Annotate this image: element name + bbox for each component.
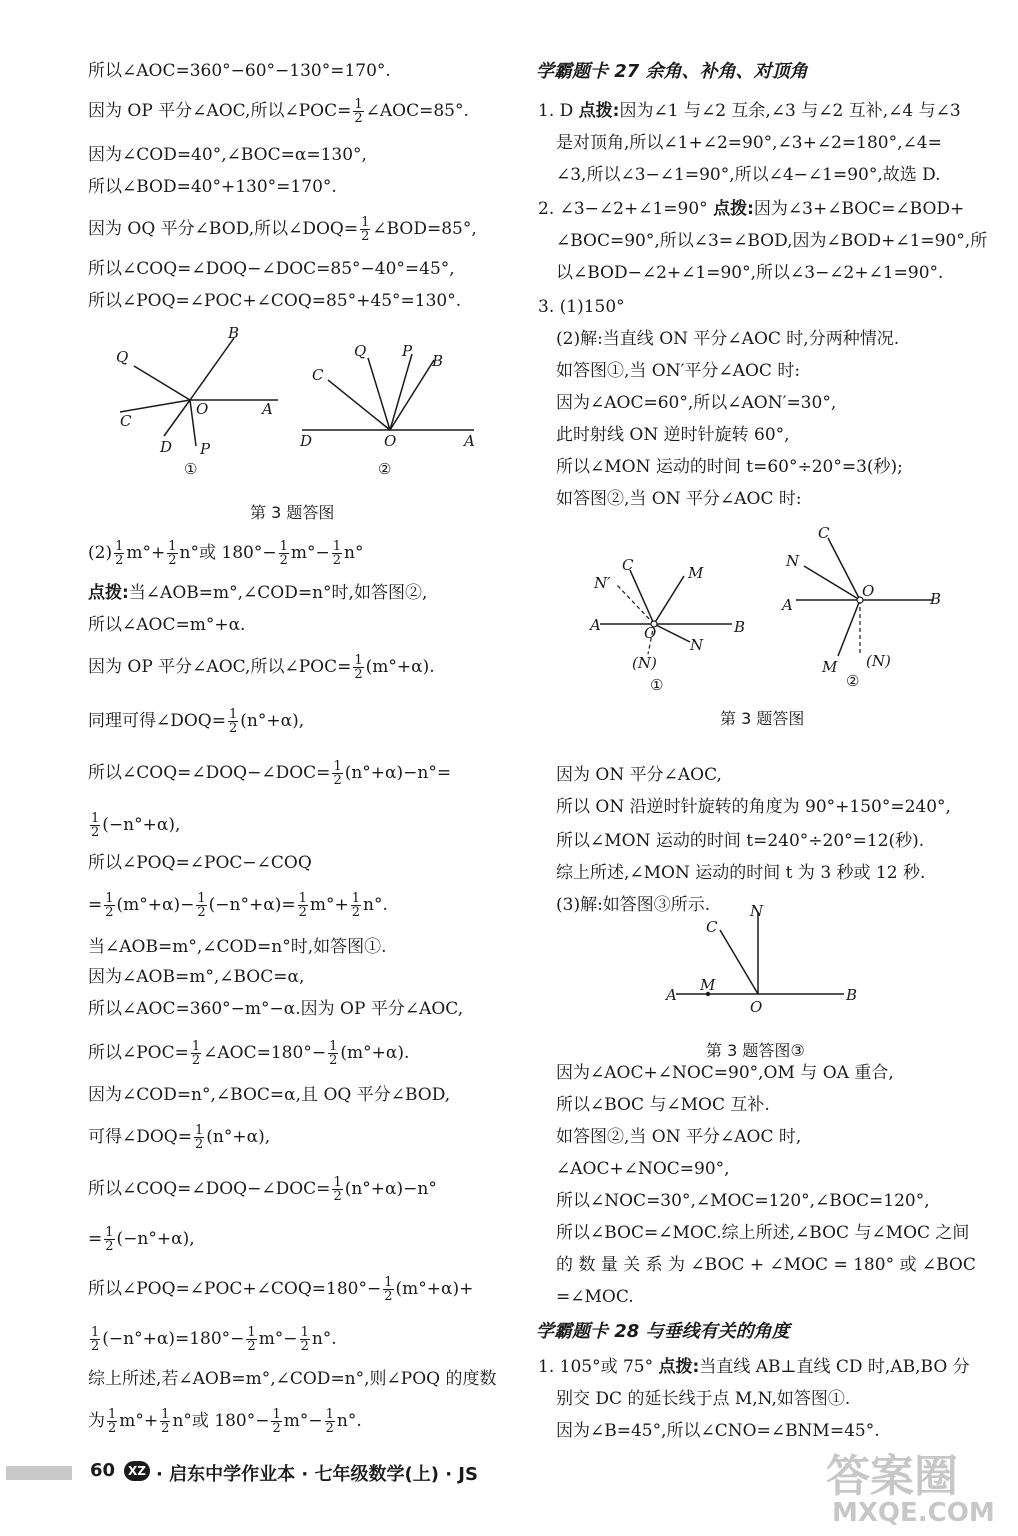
svg-text:C: C (706, 918, 718, 936)
text-line: 因为 OP 平分∠AOC,所以∠POC= $\frac{1}{2}$ (m°+α). (88, 653, 435, 682)
svg-text:C: C (120, 412, 132, 430)
fraction: $\frac{1}{2}$ (333, 1175, 342, 1204)
fraction: $\frac{1}{2}$ (272, 1407, 281, 1436)
text-line: 所以∠POC= $\frac{1}{2}$ ∠AOC=180°− $\frac{1}{2}$ (m°+α). (88, 1039, 410, 1068)
fraction: $\frac{1}{2}$ (247, 1325, 256, 1354)
svg-text:A: A (464, 432, 475, 450)
figure-label: ② (846, 672, 860, 690)
figure-left-1 (110, 324, 280, 488)
fraction: $\frac{1}{2}$ (229, 707, 238, 736)
svg-text:(N): (N) (632, 654, 657, 672)
fraction: $\frac{1}{2}$ (298, 891, 307, 920)
watermark-url: MXQE.COM (832, 1498, 995, 1528)
svg-text:A: A (782, 596, 793, 614)
footer-bar (6, 1466, 72, 1480)
svg-text:Q: Q (354, 342, 367, 360)
svg-text:P: P (200, 440, 211, 458)
fraction: $\frac{1}{2}$ (332, 539, 342, 568)
fraction: $\frac{1}{2}$ (195, 1123, 204, 1152)
fraction: $\frac{1}{2}$ (384, 1275, 393, 1304)
text-line: 所以∠COQ=∠DOQ−∠DOC= $\frac{1}{2}$ (n°+α)−n°= (88, 759, 452, 788)
figure-right-2 (776, 520, 956, 690)
text-line: 别交 DC 的延长线于点 M,N,如答图①. (556, 1389, 851, 1409)
svg-text:O: O (644, 624, 657, 642)
svg-text:M: M (700, 976, 716, 994)
text-line: 以∠BOD−∠2+∠1=90°,所以∠3−∠2+∠1=90°. (556, 263, 944, 283)
text-line: 所以∠MON 运动的时间 t=240°÷20°=12(秒). (556, 831, 925, 851)
text-line: 此时射线 ON 逆时针旋转 60°, (556, 425, 790, 445)
fraction: $\frac{1}{2}$ (351, 891, 361, 920)
svg-text:B: B (846, 986, 858, 1004)
fraction: $\frac{1}{2}$ (354, 97, 363, 126)
svg-text:O: O (384, 432, 397, 450)
text-line: 如答图②,当 ON 平分∠AOC 时, (556, 1127, 802, 1147)
figure-left-2 (298, 336, 488, 486)
svg-text:M: M (822, 658, 838, 676)
fraction: $\frac{1}{2}$ (105, 891, 114, 920)
fraction: $\frac{1}{2}$ (197, 891, 206, 920)
text-line: 为 $\frac{1}{2}$ m°+ $\frac{1}{2}$ n°或 180°− $\frac{1}{2}$ m°− $\frac{1}{2}$ n°. (88, 1407, 362, 1436)
figure-label: ② (378, 460, 392, 478)
text-line: =∠MOC. (556, 1287, 634, 1307)
svg-text:N: N (750, 902, 764, 920)
text-line: 因为∠COD=n°,∠BOC=α,且 OQ 平分∠BOD, (88, 1085, 451, 1105)
svg-text:A: A (590, 616, 601, 634)
text-line: 所以∠COQ=∠DOQ−∠DOC= $\frac{1}{2}$ (n°+α)−n° (88, 1175, 437, 1204)
text-line: 综上所述,若∠AOB=m°,∠COD=n°,则∠POQ 的度数 (88, 1369, 497, 1389)
section-heading-28: 学霸题卡 28 与垂线有关的角度 (536, 1321, 790, 1342)
svg-text:C: C (818, 524, 830, 542)
text-line: 所以∠POQ=∠POC+∠COQ=180°− $\frac{1}{2}$ (m°+α)+ (88, 1275, 474, 1304)
fraction: $\frac{1}{2}$ (329, 1039, 338, 1068)
fraction: $\frac{1}{2}$ (168, 539, 177, 568)
fraction: $\frac{1}{2}$ (115, 539, 124, 568)
fraction: $\frac{1}{2}$ (300, 1325, 309, 1354)
figure-caption: 第 3 题答图③ (706, 1041, 805, 1060)
fraction: $\frac{1}{2}$ (354, 653, 363, 682)
figure-caption: 第 3 题答图 (250, 503, 335, 522)
text-line: 因为 ON 平分∠AOC, (556, 765, 722, 785)
publisher-logo: XZ (124, 1461, 150, 1481)
text-line: 所以∠NOC=30°,∠MOC=120°,∠BOC=120°, (556, 1191, 930, 1211)
text-line: 所以∠COQ=∠DOQ−∠DOC=85°−40°=45°, (88, 259, 455, 279)
text-line: 所以∠BOD=40°+130°=170°. (88, 177, 337, 197)
fraction: $\frac{1}{2}$ (191, 1039, 201, 1068)
text-line: $\frac{1}{2}$ (−n°+α), (91, 811, 181, 840)
svg-text:M: M (688, 564, 704, 582)
fraction: $\frac{1}{2}$ (361, 215, 370, 244)
text-line: ∠BOC=90°,所以∠3=∠BOD,因为∠BOD+∠1=90°,所 (556, 231, 988, 251)
text-line: 因为∠AOB=m°,∠BOC=α, (88, 967, 305, 987)
fraction: $\frac{1}{2}$ (279, 539, 288, 568)
watermark-text: 答案圈 (826, 1451, 958, 1502)
svg-text:(N): (N) (866, 652, 891, 670)
svg-text:C: C (622, 556, 634, 574)
fraction: $\frac{1}{2}$ (108, 1407, 117, 1436)
fraction: $\frac{1}{2}$ (333, 759, 342, 788)
text-line: $\frac{1}{2}$ (−n°+α)=180°− $\frac{1}{2}$ m°− $\frac{1}{2}$ n°. (91, 1325, 337, 1354)
text-line: 如答图①,当 ON′平分∠AOC 时: (556, 361, 801, 381)
book-title: · 启东中学作业本 · 七年级数学(上) · JS (156, 1464, 478, 1485)
text-line: 可得∠DOQ= $\frac{1}{2}$ (n°+α), (88, 1123, 271, 1152)
text-line: (2) $\frac{1}{2}$ m°+ $\frac{1}{2}$ n°或 180°− $\frac{1}{2}$ m°− $\frac{1}{2}$ n° (88, 539, 364, 568)
svg-text:C: C (312, 366, 324, 384)
svg-text:A: A (262, 400, 273, 418)
svg-text:O: O (196, 400, 209, 418)
text-line: 3. (1)150° (538, 297, 625, 317)
text-line: 所以∠BOC 与∠MOC 互补. (556, 1095, 770, 1115)
svg-text:O: O (862, 582, 875, 600)
text-line: 所以∠MON 运动的时间 t=60°÷20°=3(秒); (556, 457, 903, 477)
fraction: $\frac{1}{2}$ (91, 811, 100, 840)
text-line: = $\frac{1}{2}$ (−n°+α), (88, 1225, 195, 1254)
figure-right-3 (664, 900, 874, 1020)
figure-caption: 第 3 题答图 (720, 709, 805, 728)
fraction: $\frac{1}{2}$ (325, 1407, 334, 1436)
watermark (826, 1440, 1006, 1536)
text-line: 所以∠BOC=∠MOC.综上所述,∠BOC 与∠MOC 之间 (556, 1223, 970, 1243)
fraction: $\frac{1}{2}$ (91, 1325, 100, 1354)
svg-text:D: D (300, 432, 313, 450)
text-line: (2)解:当直线 ON 平分∠AOC 时,分两种情况. (556, 329, 900, 349)
text-line: 1. D 点拨:因为∠1 与∠2 互余,∠3 与∠2 互补,∠4 与∠3 (538, 101, 961, 121)
text-line: 点拨:当∠AOB=m°,∠COD=n°时,如答图②, (88, 583, 428, 603)
text-line: 所以∠POQ=∠POC+∠COQ=85°+45°=130°. (88, 291, 462, 311)
text-line: 的 数 量 关 系 为 ∠BOC + ∠MOC = 180° 或 ∠BOC (556, 1255, 976, 1275)
svg-text:D: D (160, 438, 173, 456)
svg-text:B: B (228, 324, 240, 342)
text-line: = $\frac{1}{2}$ (m°+α)− $\frac{1}{2}$ (−n°+α)= $\frac{1}{2}$ m°+ $\frac{1}{2}$ n°. (88, 891, 388, 920)
text-line: 因为∠AOC+∠NOC=90°,OM 与 OA 重合, (556, 1063, 894, 1083)
svg-text:B: B (930, 590, 942, 608)
svg-text:P: P (402, 342, 413, 360)
figure-right-1 (586, 556, 756, 696)
page-number: 60 (90, 1460, 116, 1481)
svg-text:A: A (666, 986, 677, 1004)
svg-text:N′: N′ (594, 574, 611, 592)
text-line: 所以∠AOC=360°−60°−130°=170°. (88, 61, 391, 81)
text-line: 2. ∠3−∠2+∠1=90° 点拨:因为∠3+∠BOC=∠BOD+ (538, 199, 965, 219)
figure-label: ① (184, 460, 198, 478)
svg-text:Q: Q (116, 348, 129, 366)
text-line: 所以∠AOC=360°−m°−α.因为 OP 平分∠AOC, (88, 999, 464, 1019)
text-line: 所以∠AOC=m°+α. (88, 615, 246, 635)
text-line: 因为 OP 平分∠AOC,所以∠POC= $\frac{1}{2}$ ∠AOC=85°. (88, 97, 469, 126)
text-line: ∠3,所以∠3−∠1=90°,所以∠4−∠1=90°,故选 D. (556, 165, 941, 185)
text-line: 当∠AOB=m°,∠COD=n°时,如答图①. (88, 937, 387, 957)
text-line: 因为 OQ 平分∠BOD,所以∠DOQ= $\frac{1}{2}$ ∠BOD=85°, (88, 215, 477, 244)
section-heading-27: 学霸题卡 27 余角、补角、对顶角 (536, 61, 808, 82)
text-line: (3)解:如答图③所示. (556, 895, 711, 915)
svg-text:O: O (750, 998, 763, 1016)
text-line: 因为∠B=45°,所以∠CNO=∠BNM=45°. (556, 1421, 880, 1441)
fraction: $\frac{1}{2}$ (105, 1225, 114, 1254)
text-line: 所以 ON 沿逆时针旋转的角度为 90°+150°=240°, (556, 797, 951, 817)
text-line: 综上所述,∠MON 运动的时间 t 为 3 秒或 12 秒. (556, 863, 926, 883)
text-line: 同理可得∠DOQ= $\frac{1}{2}$ (n°+α), (88, 707, 305, 736)
figure-label: ① (650, 676, 664, 694)
svg-text:B: B (432, 352, 444, 370)
text-line: 1. 105°或 75° 点拨:当直线 AB⊥直线 CD 时,AB,BO 分 (538, 1357, 970, 1377)
svg-text:B: B (734, 618, 746, 636)
fraction: $\frac{1}{2}$ (161, 1407, 170, 1436)
text-line: 如答图②,当 ON 平分∠AOC 时: (556, 489, 802, 509)
svg-text:N: N (786, 552, 800, 570)
text-line: ∠AOC+∠NOC=90°, (556, 1159, 730, 1179)
text-line: 所以∠POQ=∠POC−∠COQ (88, 853, 312, 873)
text-line: 因为∠AOC=60°,所以∠AON′=30°, (556, 393, 837, 413)
svg-text:N: N (690, 636, 704, 654)
text-line: 是对顶角,所以∠1+∠2=90°,∠3+∠2=180°,∠4= (556, 133, 942, 153)
text-line: 因为∠COD=40°,∠BOC=α=130°, (88, 145, 367, 165)
